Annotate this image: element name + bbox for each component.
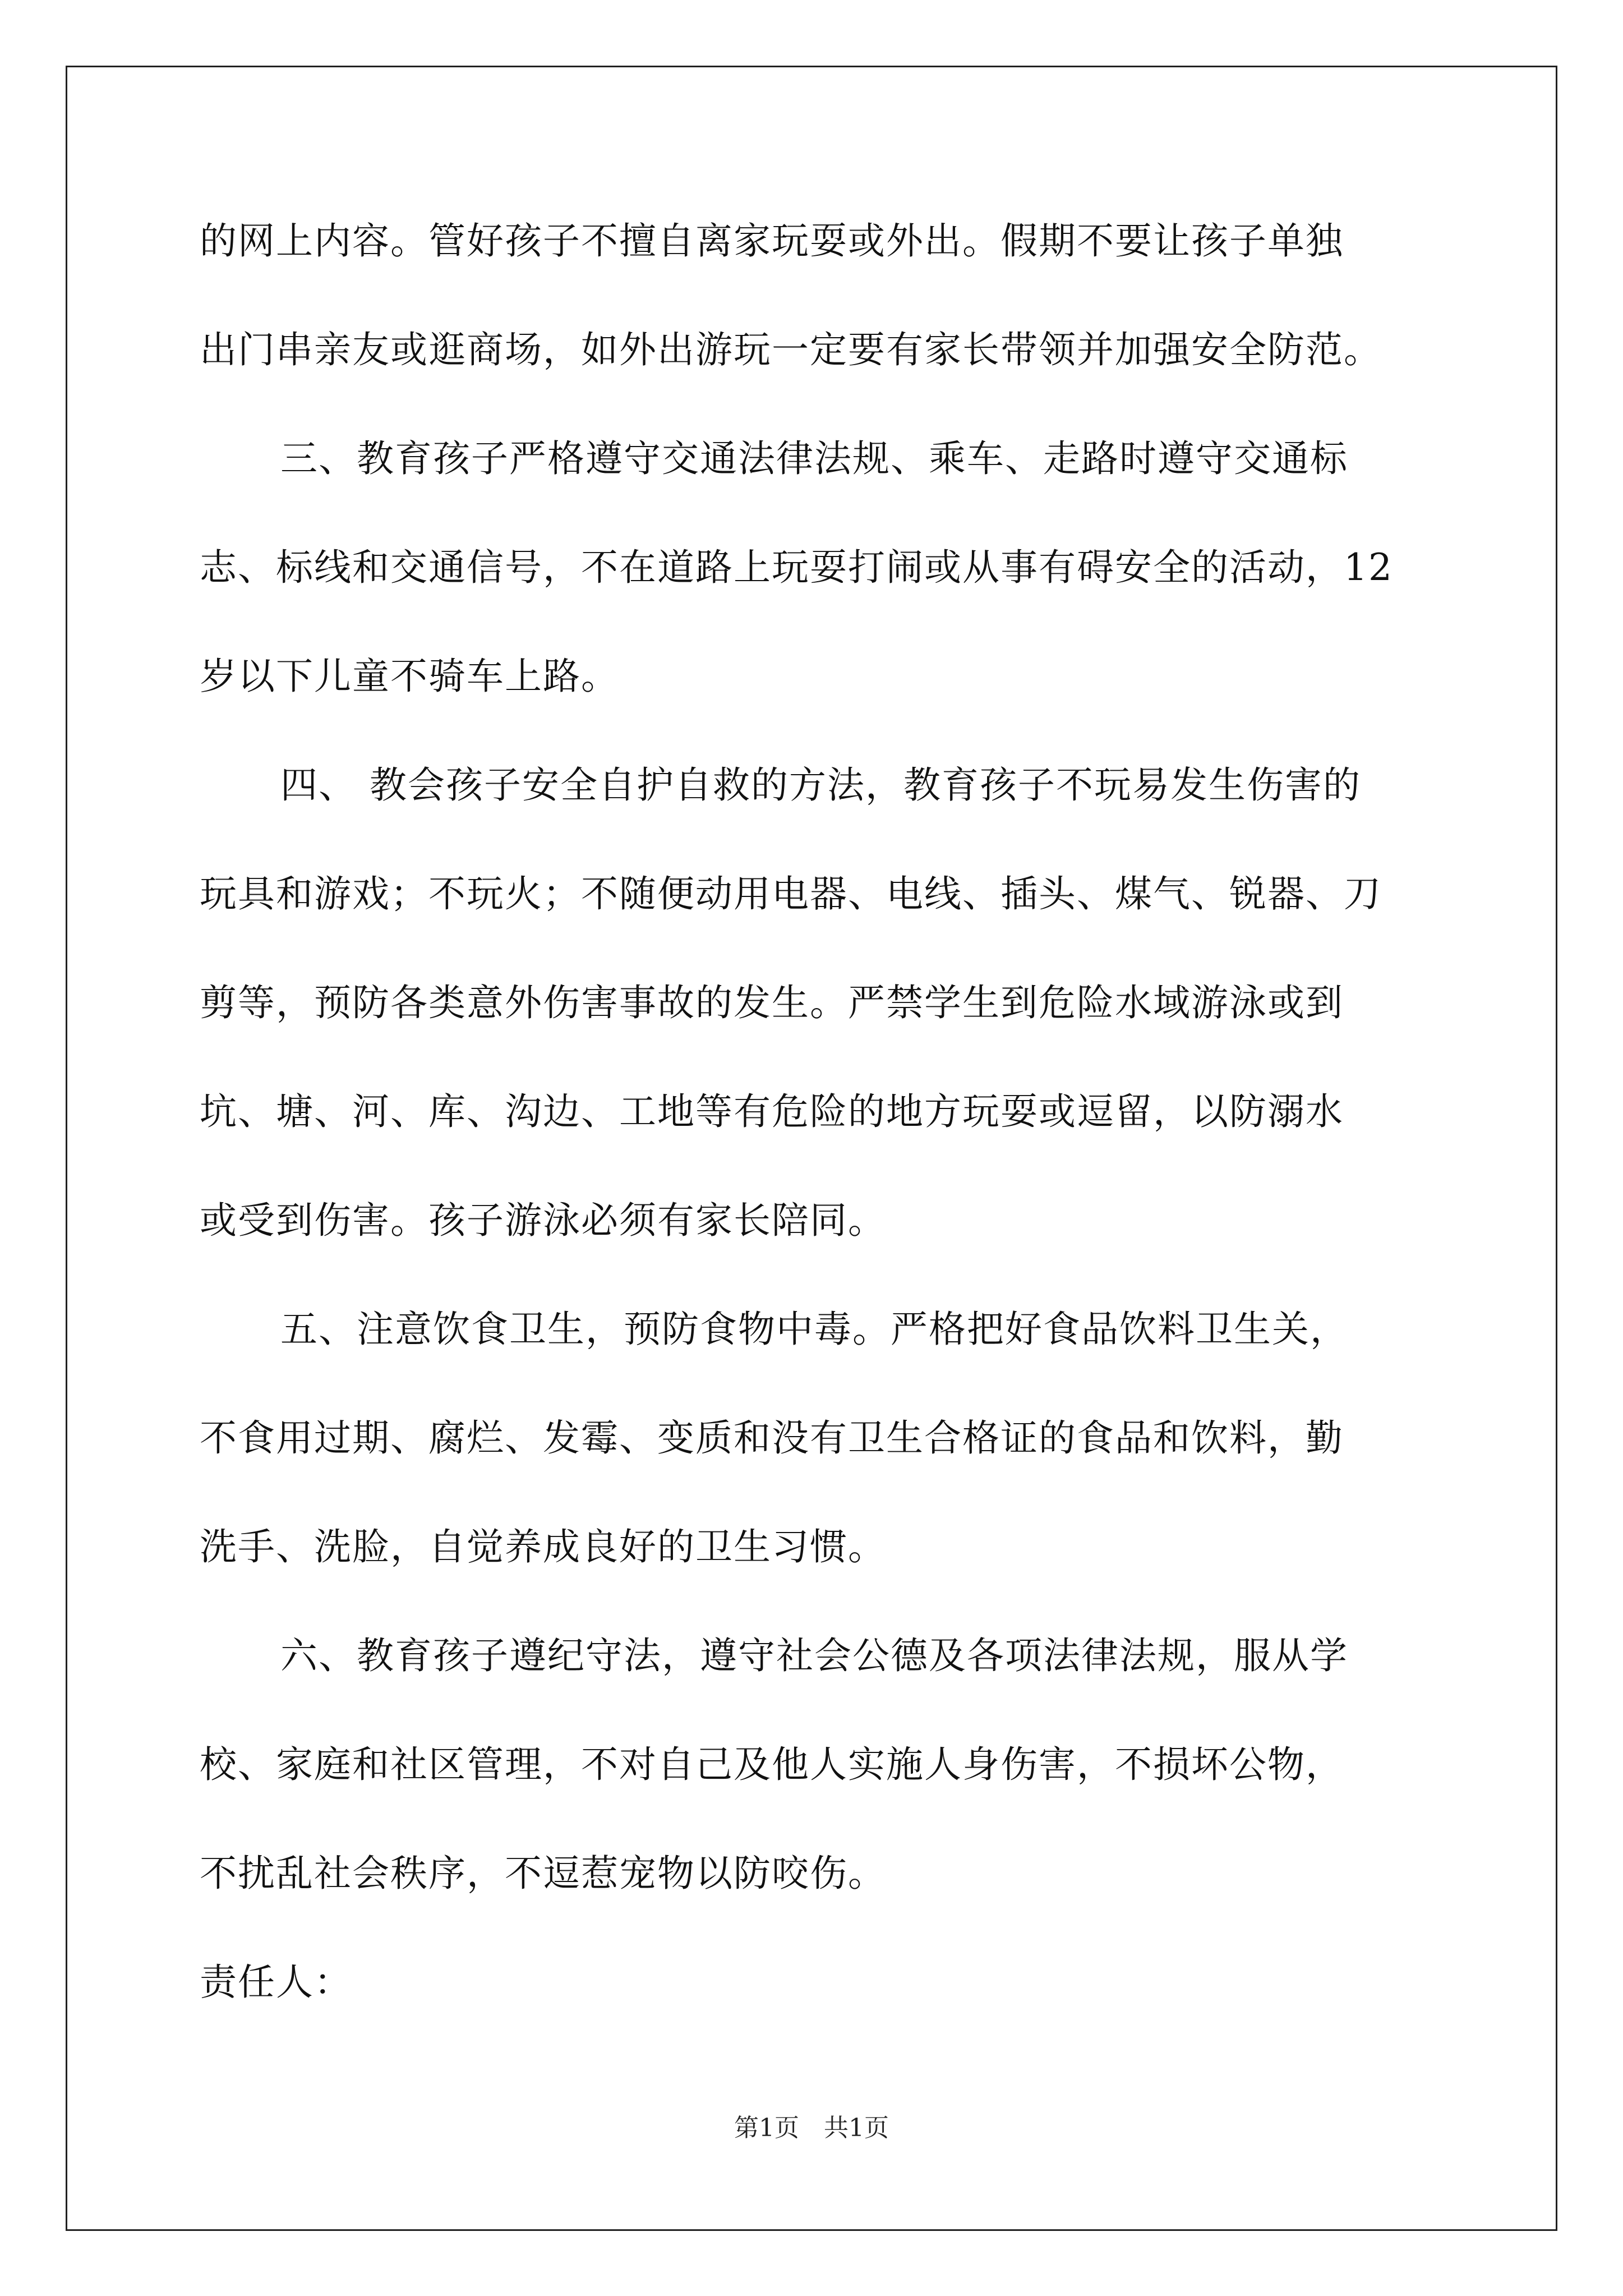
- paragraph-five-start: 五、注意饮食卫生，预防食物中毒。严格把好食品饮料卫生关，: [280, 1308, 1348, 1351]
- text-line: 坑、塘、河、库、沟边、工地等有危险的地方玩耍或逗留，以防溺水: [200, 1090, 1344, 1133]
- paragraph-four-start: 四、 教会孩子安全自护自救的方法，教育孩子不玩易发生伤害的: [280, 763, 1361, 807]
- text-line: 洗手、洗脸，自觉养成良好的卫生习惯。: [200, 1525, 886, 1568]
- paragraph-six-start: 六、教育孩子遵纪守法，遵守社会公德及各项法律法规，服从学: [280, 1634, 1348, 1677]
- paragraph-three-start: 三、教育孩子严格遵守交通法律法规、乘车、走路时遵守交通标: [280, 437, 1348, 480]
- responsible-person-label: 责任人：: [200, 1961, 352, 2004]
- text-line: 出门串亲友或逛商场，如外出游玩一定要有家长带领并加强安全防范。: [200, 328, 1382, 371]
- text-line: 不食用过期、腐烂、发霉、变质和没有卫生合格证的食品和饮料，勤: [200, 1416, 1344, 1460]
- text-line: 的网上内容。管好孩子不擅自离家玩耍或外出。假期不要让孩子单独: [200, 219, 1344, 263]
- text-line: 岁以下儿童不骑车上路。: [200, 655, 619, 698]
- text-line: 不扰乱社会秩序，不逗惹宠物以防咬伤。: [200, 1852, 886, 1895]
- text-line: 玩具和游戏；不玩火；不随便动用电器、电线、插头、煤气、锐器、刀: [200, 872, 1382, 915]
- text-line: 或受到伤害。孩子游泳必须有家长陪同。: [200, 1199, 886, 1242]
- page-footer: 第1页 共1页: [734, 2114, 889, 2142]
- text-line: 剪等，预防各类意外伤害事故的发生。严禁学生到危险水域游泳或到: [200, 981, 1344, 1024]
- text-line: 校、家庭和社区管理，不对自己及他人实施人身伤害，不损坏公物，: [200, 1743, 1344, 1786]
- page-border: [66, 66, 1557, 2231]
- text-line: 志、标线和交通信号，不在道路上玩耍打闹或从事有碍安全的活动，12: [200, 546, 1393, 589]
